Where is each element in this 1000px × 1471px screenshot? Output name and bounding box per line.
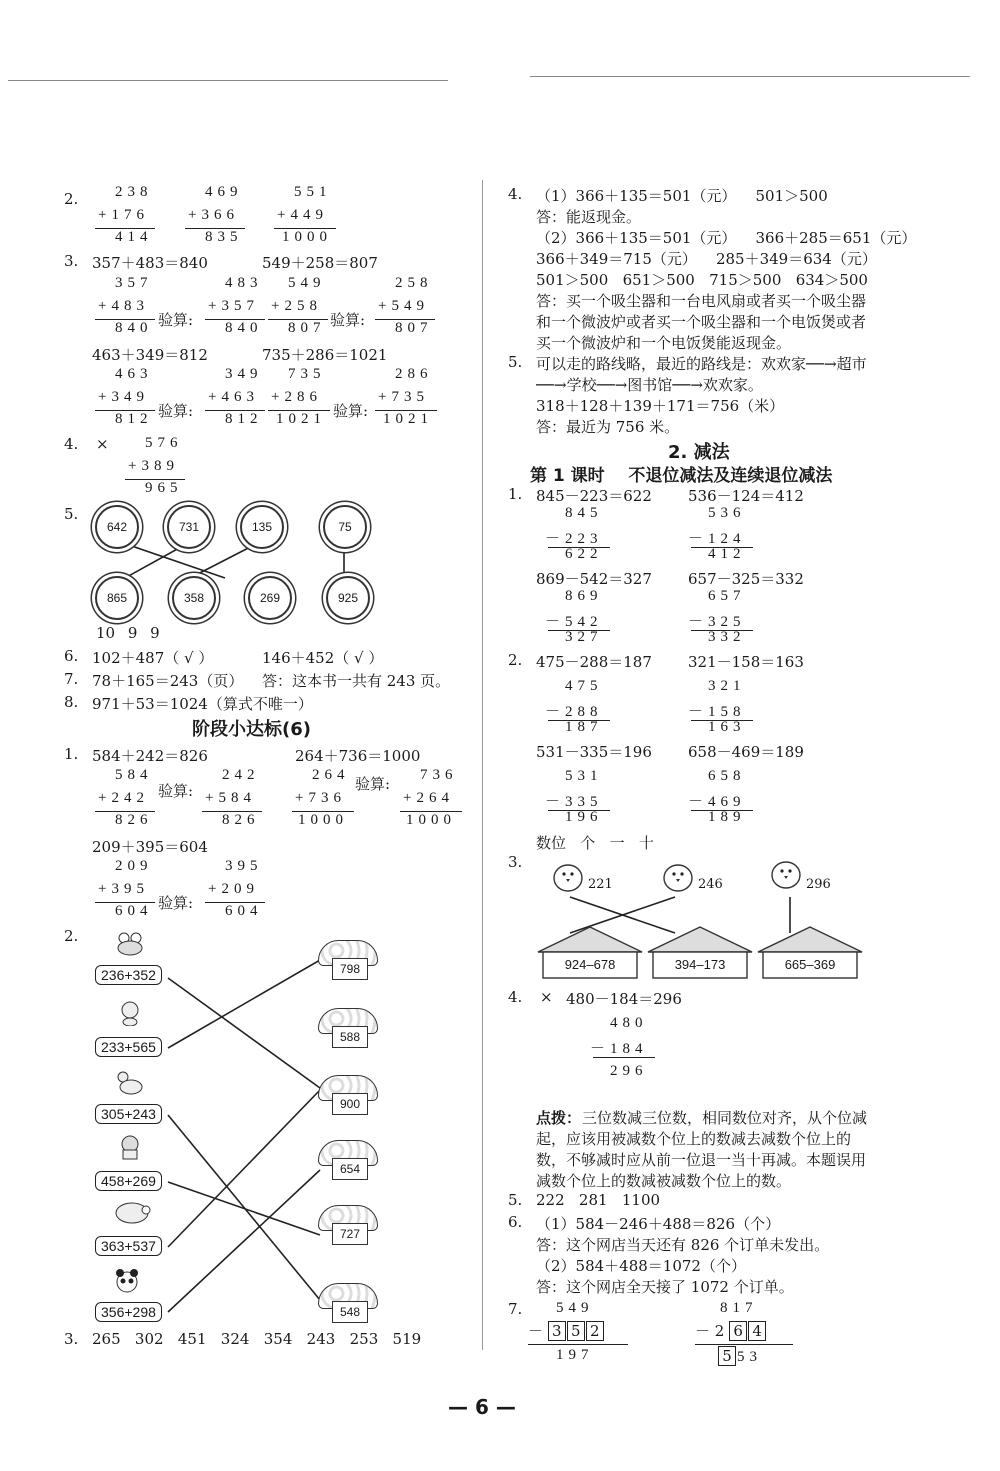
calc-top: 549 [556,1300,594,1316]
verify-label: 验算: [333,402,369,420]
r1-eq4: 657－325＝332 [688,570,804,588]
page-number-value: 6 [474,1395,489,1419]
calc-res: 1021 [276,411,326,427]
calc-top: 475 [565,678,603,694]
calc-top: 349 [225,366,263,382]
r3-label: 3. [508,853,523,871]
q8-text: 971＋53＝1024（算式不唯一） [92,695,313,713]
calc-mid: +366 [188,207,239,223]
calc-mid: +584 [205,790,256,806]
mushroom-house [318,1205,376,1245]
flower-top: 642 [95,505,139,549]
r4-label: 4. [508,988,523,1006]
page-number: — 6 — [448,1395,516,1419]
r2-eq1: 475－288＝187 [536,653,652,671]
flower-bottom: 865 [95,576,139,620]
calc-mid: － 2 6 4 [695,1320,767,1341]
calc-top: 238 [115,184,153,200]
calc-mid: +463 [208,389,259,405]
digits: 53 [737,1349,762,1365]
calc-mid: +176 [98,207,149,223]
text-line: 答：买一个吸尘器和一台电风扇或者买一个吸尘器 [536,292,867,310]
calc-res: 414 [115,229,153,245]
rq5-label: 5. [508,353,523,371]
flower-bottom: 925 [326,576,370,620]
verify-label: 验算: [158,782,194,800]
expr-card: 233+565 [95,1037,162,1057]
calc-mid: －158 [688,704,746,720]
house [755,925,865,980]
r6-label: 6. [508,1213,523,1231]
calc-res: 189 [708,809,746,825]
text-line: （1）366＋135＝501（元） 501＞500 [536,187,828,205]
tip-label: 点拨： [536,1109,582,1127]
monkey-icon [115,1000,145,1026]
calc-res: 296 [610,1063,648,1079]
r5-text: 222 281 1100 [536,1191,661,1209]
digit: 2 [714,1322,725,1340]
r4-eq: 480－184＝296 [566,990,682,1008]
verify-label: 验算: [158,311,194,329]
mushroom-value: 798 [332,958,368,980]
match-links [160,960,340,1320]
q7-answer: 答：这本书一共有 243 页。 [262,672,451,690]
r2-note: 数位 个 一 十 [536,834,654,852]
house-expr: 924–678 [564,957,616,972]
chick-value: 221 [588,877,613,892]
house-expr: 394–173 [674,957,726,972]
expr-card: 356+298 [95,1302,162,1322]
calc-mid: －223 [545,531,603,547]
calc-mid: － 3 5 2 [528,1320,605,1341]
r2-eq2: 321－158＝163 [688,653,804,671]
r1-eq1: 845－223＝622 [536,487,652,505]
calc-top: 736 [420,767,458,783]
chick-icon [660,858,700,894]
q6-a [92,647,213,668]
verify-label: 验算: [158,894,194,912]
calc-res: 812 [225,411,263,427]
calc-mid: +349 [98,389,149,405]
digit-box: 5 [567,1321,585,1341]
r2-eq4: 658－469＝189 [688,743,804,761]
calc-mid: +736 [295,790,346,806]
mushroom-value: 727 [332,1223,368,1245]
text-line: 501＞500 651＞500 715＞500 634＞500 [536,271,868,289]
flower-top: 731 [167,505,211,549]
text-line: 答：能返现金。 [536,208,642,226]
text-line: （1）584－246＋488＝826（个） [536,1215,781,1233]
mushroom-house [318,1008,376,1048]
calc-top: 321 [708,678,746,694]
text-line: 答：最近为 756 米。 [536,418,680,436]
calc-top: 395 [225,858,263,874]
calc-top: 658 [708,768,746,784]
chick-icon [550,858,590,894]
calc-mid: －335 [545,794,603,810]
calc-top: 209 [115,858,153,874]
q6-a-close: ） [198,649,214,667]
expr-card: 305+243 [95,1104,162,1124]
house [535,925,645,980]
calc-top: 845 [565,505,603,521]
q6-a-expr: 102＋487（ [92,649,180,667]
calc-mid: －542 [545,614,603,630]
calc-res: 826 [222,812,260,828]
calc-res: 327 [565,629,603,645]
calc-mid: +483 [98,298,149,314]
q8-label: 8. [64,693,79,711]
calc-mid: －184 [590,1041,648,1057]
calc-res: 840 [115,320,153,336]
r1-eq3: 869－542＝327 [536,570,652,588]
mushroom-house [318,1283,376,1323]
rq4-label: 4. [508,185,523,203]
text-line: （2）584＋488＝1072（个） [536,1257,746,1275]
check-mark: √ [354,649,364,667]
calc-top: 258 [395,275,433,291]
mushroom-value: 588 [332,1026,368,1048]
text-line: 答：这个网店全天接了 1072 个订单。 [536,1278,794,1296]
calc-top: 357 [115,275,153,291]
q6-label: 6. [64,647,79,665]
calc-mid: －124 [688,531,746,547]
s1-eq3: 209＋395＝604 [92,838,208,856]
calc-mid: +286 [271,389,322,405]
calc-top: 657 [708,588,746,604]
calc-top: 463 [115,366,153,382]
q3-label: 3. [64,252,79,270]
text-line: ──→学校──→图书馆──→欢欢家。 [536,376,763,394]
calc-mid: +395 [98,881,149,897]
text-line: 366＋349＝715（元） 285＋349＝634（元） [536,250,877,268]
calc-top: 480 [610,1015,648,1031]
calc-mid: +209 [208,881,259,897]
calc-top: 536 [708,505,746,521]
calc-res: 196 [565,809,603,825]
digit-box: 3 [548,1321,566,1341]
calc-res: 187 [565,719,603,735]
q3-eq4: 735＋286＝1021 [262,346,388,364]
tip-line: 数，不够减时应从前一位退一当十再减。本题误用 [536,1151,867,1169]
calc-res: 332 [708,629,746,645]
q2-label: 2. [64,190,79,208]
wrong-mark: × [540,988,553,1006]
r2-label: 2. [508,651,523,669]
tip-line: 三位数减三位数，相同数位对齐，从个位减 [582,1109,868,1127]
q4-label: 4. [64,435,79,453]
house-expr: 665–369 [784,957,836,972]
calc-res: 1000 [298,812,348,828]
expr-card: 363+537 [95,1236,162,1256]
calc-res: 622 [565,546,603,562]
wrong-mark: × [96,435,109,453]
text-line: 318＋128＋139＋171＝756（米） [536,397,785,415]
digit-box: 5 [718,1346,736,1366]
panda-icon [112,1268,142,1294]
q6-b-close: ） [368,649,384,667]
house [645,925,755,980]
r2-eq3: 531－335＝196 [536,743,652,761]
q5-answer: 10 9 9 [96,624,160,642]
text-line: （2）366＋135＝501（元） 366＋285＝651（元） [536,229,917,247]
calc-mid: +389 [128,458,179,474]
calc-res: 812 [115,411,153,427]
calc-mid: －288 [545,704,603,720]
calc-res: 826 [115,812,153,828]
r5-label: 5. [508,1191,523,1209]
mushroom-value: 900 [332,1093,368,1115]
calc-res [718,1346,762,1366]
section-title: 阶段小达标(6) [192,719,311,740]
raccoon-icon [115,1134,145,1160]
flower-top: 135 [240,505,284,549]
calc-res: 965 [145,480,183,496]
q7-text: 78＋165＝243（页） [92,672,244,690]
s1-label: 1. [64,745,79,763]
expr-card: 458+269 [95,1171,162,1191]
chick-value: 296 [806,877,831,892]
mushroom-value: 548 [332,1301,368,1323]
calc-top: 869 [565,588,603,604]
mushroom-house [318,1075,376,1115]
calc-res: 840 [225,320,263,336]
calc-mid: +258 [271,298,322,314]
calc-top: 817 [720,1300,758,1316]
calc-top: 242 [222,767,260,783]
expr-card: 236+352 [95,965,162,985]
calc-res: 835 [205,229,243,245]
s3-text: 265 302 451 324 354 243 253 519 [92,1330,422,1348]
tip-line: 起，应该用被减数个位上的数减去减数个位上的 [536,1130,852,1148]
text-line: 答：这个网店当天还有 826 个订单未发出。 [536,1236,830,1254]
calc-res: 807 [288,320,326,336]
calc-res: 604 [225,903,263,919]
q6-b-expr: 146＋452（ [262,649,350,667]
text-line: 可以走的路线略，最近的路线是：欢欢家──→超市 [536,355,867,373]
calc-top: 286 [395,366,433,382]
calc-mid: +735 [378,389,429,405]
flower-bottom: 269 [248,576,292,620]
q6-b [262,647,383,668]
calc-mid: +449 [277,207,328,223]
calc-top: 531 [565,768,603,784]
calc-res: 163 [708,719,746,735]
verify-label: 验算: [158,402,194,420]
calc-res: 1000 [282,229,332,245]
r7-label: 7. [508,1300,523,1318]
chick-value: 246 [698,877,723,892]
r1-label: 1. [508,485,523,503]
mouse-icon [115,1070,145,1096]
text-line: 买一个微波炉和一个电饭煲能返现金。 [536,334,792,352]
digit-box: 4 [748,1321,766,1341]
text-line: 和一个微波炉或者买一个吸尘器和一个电饭煲或者 [536,313,867,331]
calc-mid: +357 [208,298,259,314]
check-mark: √ [184,649,194,667]
calc-top: 735 [288,366,326,382]
calc-res: 197 [556,1347,594,1363]
calc-mid: +549 [378,298,429,314]
chapter-heading: 2. 减法 [668,442,730,463]
verify-label: 验算: [330,311,366,329]
s3-label: 3. [64,1330,79,1348]
calc-top: 584 [115,767,153,783]
mushroom-house [318,1140,376,1180]
calc-res: 412 [708,546,746,562]
q3-eq2: 549＋258＝807 [262,254,378,272]
calc-top: 483 [225,275,263,291]
mushroom-value: 654 [332,1158,368,1180]
flower-bottom: 358 [172,576,216,620]
q5-label: 5. [64,505,79,523]
calc-mid: +242 [98,790,149,806]
s2-label: 2. [64,927,79,945]
chick-icon [768,855,808,891]
lesson-title: 第 1 课时 不退位减法及连续退位减法 [530,466,833,486]
calc-res: 604 [115,903,153,919]
s1-eq1: 584＋242＝826 [92,747,208,765]
calc-res: 1000 [406,812,456,828]
calc-res: 807 [395,320,433,336]
r1-eq2: 536－124＝412 [688,487,804,505]
flower-top: 75 [323,505,367,549]
frog-icon [115,930,145,956]
q3-eq1: 357＋483＝840 [92,254,208,272]
digit-box: 2 [586,1321,604,1341]
calc-res: 1021 [383,411,433,427]
calc-top: 264 [312,767,350,783]
calc-top: 551 [294,184,332,200]
calc-top: 576 [145,435,183,451]
digit-box: 6 [729,1321,747,1341]
q7-label: 7. [64,670,79,688]
calc-top: 469 [205,184,243,200]
q3-eq3: 463＋349＝812 [92,346,208,364]
calc-mid: +264 [403,790,454,806]
sheep-icon [112,1200,152,1226]
tip-line: 减数个位上的数减被减数个位上的数。 [536,1172,792,1190]
calc-mid: －469 [688,794,746,810]
s1-eq2: 264＋736＝1000 [295,747,421,765]
calc-mid: －325 [688,614,746,630]
mushroom-house [318,940,376,980]
verify-label: 验算: [355,775,391,793]
calc-top: 549 [288,275,326,291]
